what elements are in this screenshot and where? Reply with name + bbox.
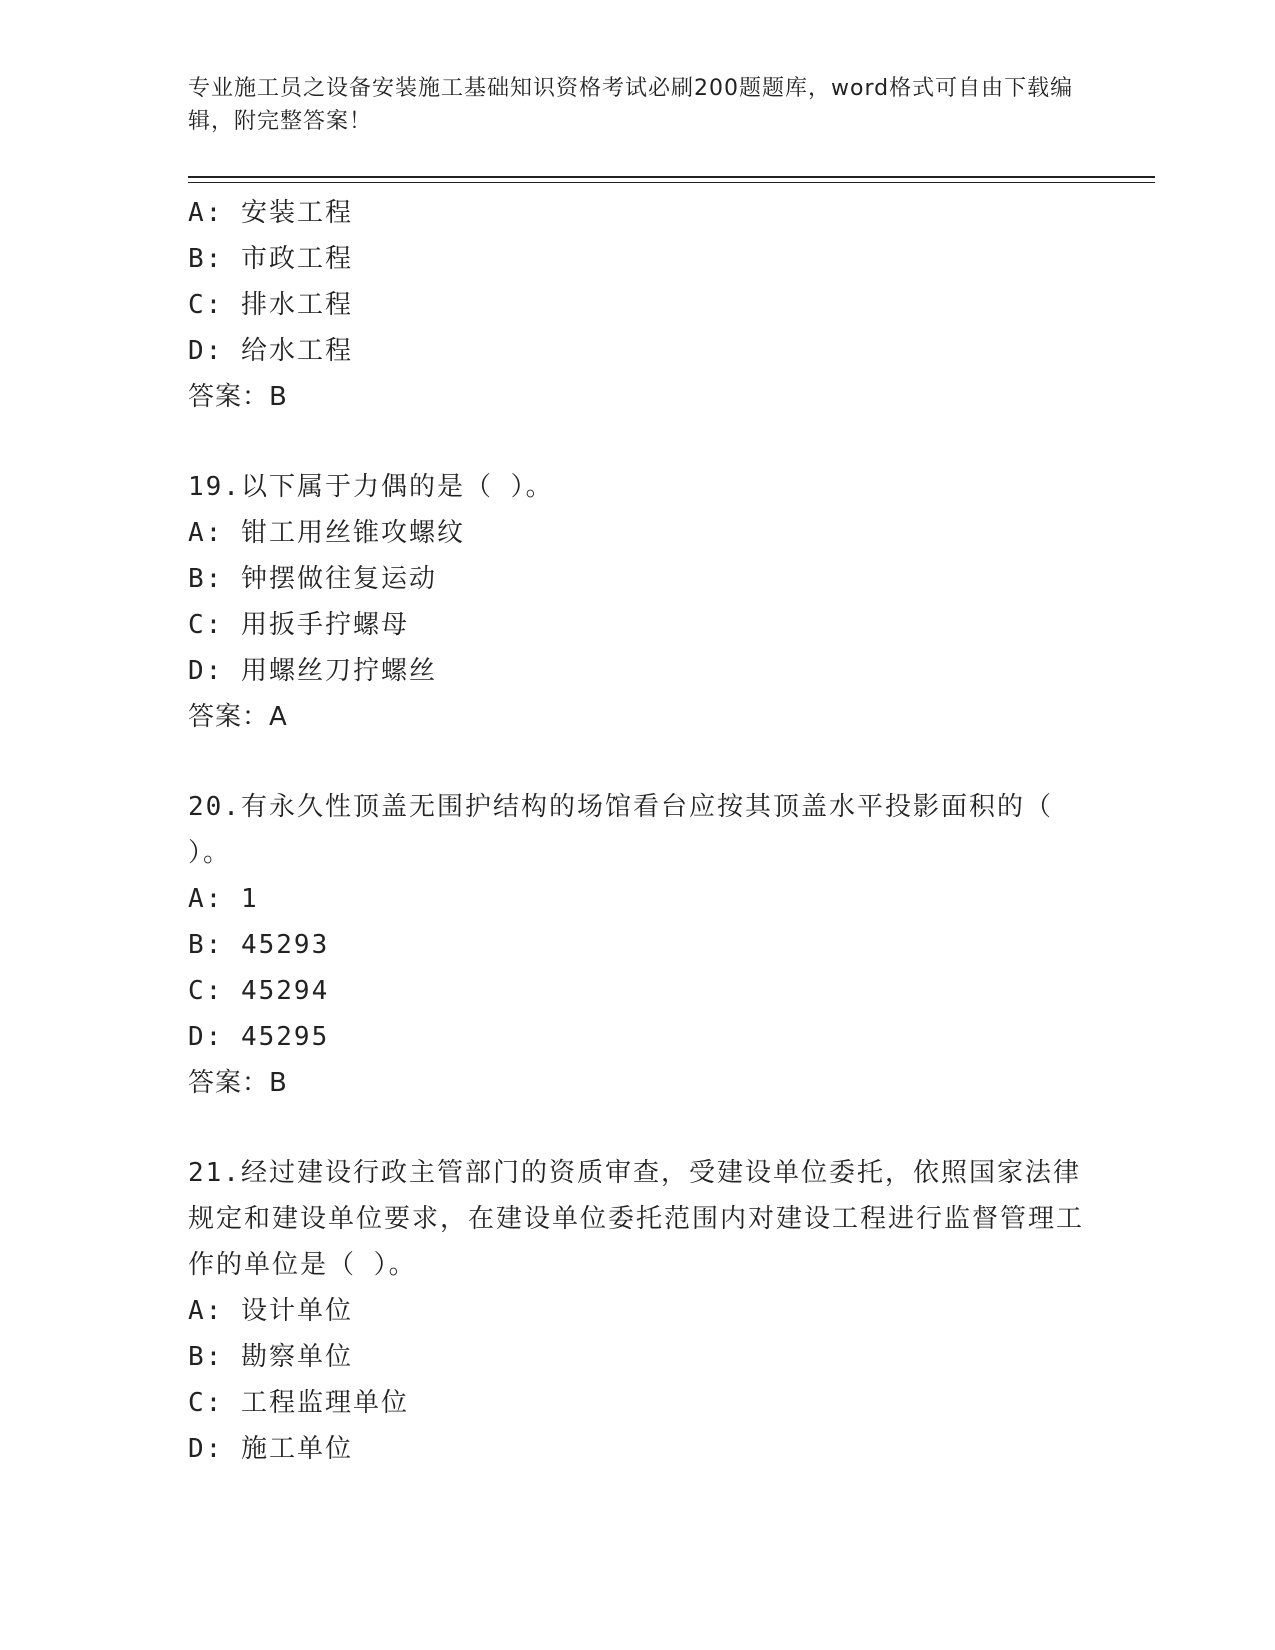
option-a: A: 安装工程: [188, 198, 353, 228]
spacer: [188, 1106, 1088, 1150]
header-rule-thin: [188, 182, 1155, 183]
option-c: C: 45294: [188, 976, 330, 1006]
option-c: C: 排水工程: [188, 290, 353, 320]
question-text: 21.经过建设行政主管部门的资质审查，受建设单位委托，依照国家法律规定和建设单位要求，在建设单位委托范围内对建设工程进行监督管理工作的单位是（ ）。: [188, 1158, 1085, 1280]
option-c: C: 工程监理单位: [188, 1388, 409, 1418]
option-d: D: 45295: [188, 1022, 330, 1052]
question-list: [188, 190, 1088, 1472]
question-18: [188, 190, 1088, 420]
option-b: B: 市政工程: [188, 244, 353, 274]
answer: 答案：B: [188, 1068, 288, 1098]
option-b: B: 勘察单位: [188, 1342, 353, 1372]
question-20: [188, 784, 1088, 1106]
header-text: 专业施工员之设备安装施工基础知识资格考试必刷200题题库，word格式可自由下载编辑，附完整答案！: [188, 76, 1074, 134]
spacer: [188, 420, 1088, 464]
spacer: [188, 740, 1088, 784]
question-text: 20.有永久性顶盖无围护结构的场馆看台应按其顶盖水平投影面积的（ ）。: [188, 792, 1053, 868]
option-b: B: 45293: [188, 930, 330, 960]
option-b: B: 钟摆做往复运动: [188, 564, 437, 594]
option-d: D: 施工单位: [188, 1434, 353, 1464]
question-19: [188, 464, 1088, 740]
option-c: C: 用扳手拧螺母: [188, 610, 409, 640]
answer: 答案：A: [188, 702, 288, 732]
answer: 答案：B: [188, 382, 288, 412]
header-rule-thick: [188, 176, 1155, 178]
option-d: D: 给水工程: [188, 336, 353, 366]
option-d: D: 用螺丝刀拧螺丝: [188, 656, 437, 686]
question-21: [188, 1150, 1088, 1472]
option-a: A: 钳工用丝锥攻螺纹: [188, 518, 465, 548]
option-a: A: 设计单位: [188, 1296, 353, 1326]
question-text: 19.以下属于力偶的是（ ）。: [188, 472, 554, 502]
document-header: [188, 72, 1088, 138]
option-a: A: 1: [188, 884, 259, 914]
